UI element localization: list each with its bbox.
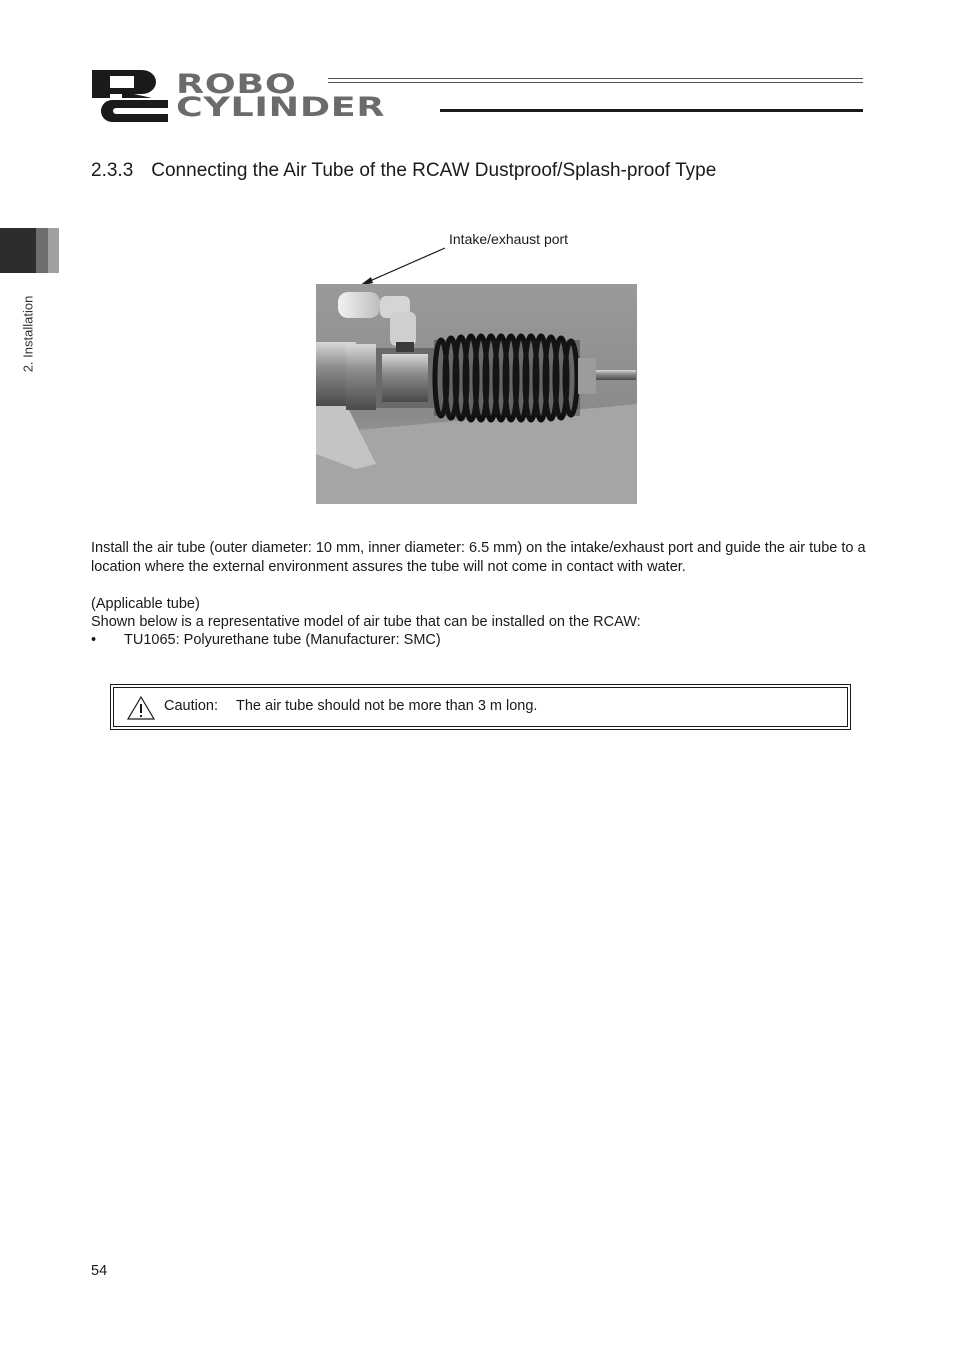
caution-text: The air tube should not be more than 3 m long.: [236, 698, 538, 714]
applicable-tube-intro: Shown below is a representative model of air tube that can be installed on the RCAW:: [91, 614, 641, 630]
tube-model: TU1065: Polyurethane tube (Manufacturer: SMC): [124, 632, 441, 648]
caution-box: [113, 687, 848, 727]
brand-cylinder: CYLINDER: [176, 92, 386, 123]
install-paragraph: Install the air tube (outer diameter: 10 mm, inner diameter: 6.5 mm) on the intake/exhaust port and guide the air tube to a location where the external environment assures the tube will not come in contact with water.: [91, 540, 866, 575]
page-number: 54: [91, 1263, 108, 1279]
list-item: [91, 631, 871, 650]
callout-arrow-icon: [355, 246, 447, 288]
warning-triangle-icon: [126, 695, 156, 721]
applicable-tube-heading: (Applicable tube): [91, 596, 200, 612]
chapter-label: 2. Installation: [20, 295, 36, 373]
caution-label: Caution:: [164, 698, 219, 714]
brand-robo: ROBO: [176, 69, 297, 100]
section-title: Connecting the Air Tube of the RCAW Dustproof/Splash-proof Type: [151, 160, 717, 181]
section-heading: [91, 160, 716, 182]
section-number: 2.3.3: [91, 160, 134, 181]
chapter-tab-shade: [48, 228, 59, 273]
chapter-tab: [0, 228, 36, 273]
chapter-tab-shade: [36, 228, 48, 273]
bullet-icon: •: [91, 632, 97, 648]
header-rule-thin: [328, 78, 863, 79]
figure-callout: Intake/exhaust port: [449, 231, 569, 247]
header-rule-bold: [440, 109, 863, 112]
header-rule-thin: [328, 82, 863, 83]
actuator-photo: [316, 284, 637, 504]
rc-logo-icon: [90, 68, 170, 124]
